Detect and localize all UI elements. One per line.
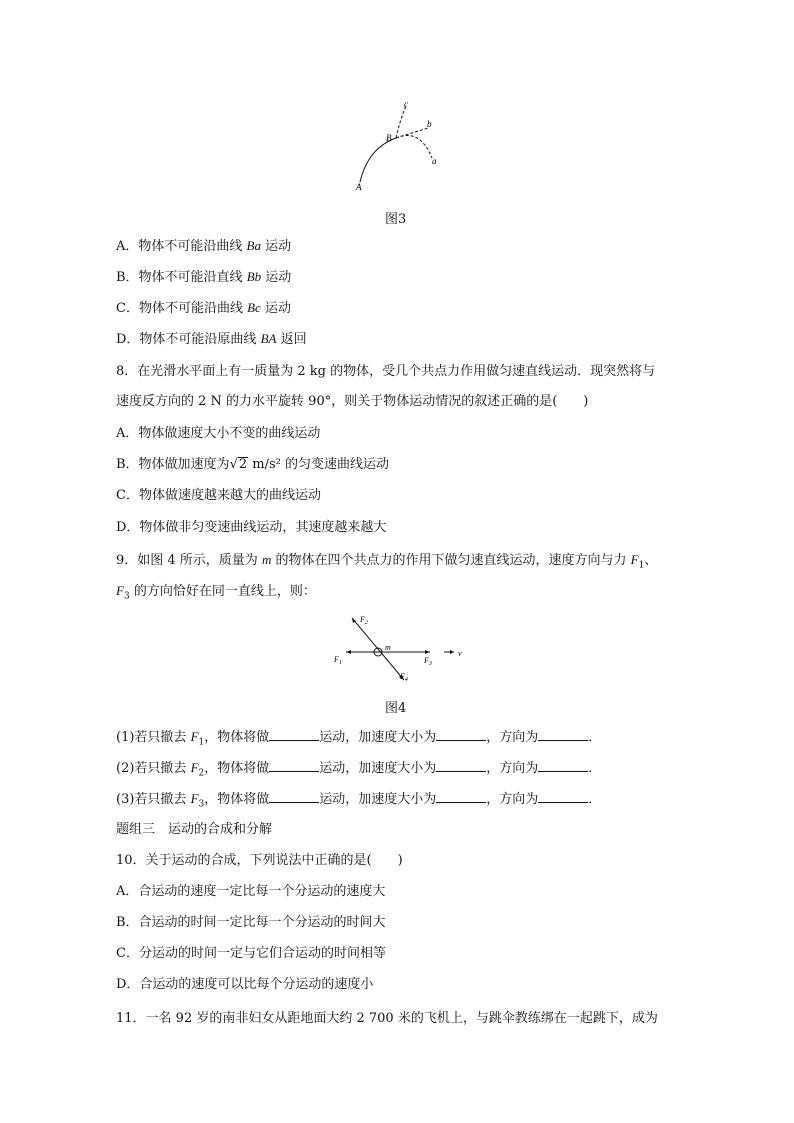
q8-stem-line1: 8．在光滑水平面上有一质量为 2 kg 的物体，受几个共点力作用做匀速直线运动．现突然将与 (116, 364, 656, 379)
label-F2: $F_2$ (360, 615, 368, 626)
answer-blank[interactable] (269, 789, 319, 803)
label-B: B (386, 133, 392, 143)
q7-option-b: B．物体不可能沿直线 Bb 运动 (116, 269, 292, 285)
arrow-F3 (425, 650, 430, 654)
figure-4-diagram (328, 612, 468, 684)
q9-stem-line2: $F_3$ 的方向恰好在同一直线上，则： (116, 583, 316, 602)
label-A: A (356, 182, 362, 192)
q10-option-c: C．分运动的时间一定与它们合运动的时间相等 (116, 946, 386, 961)
curve-Ba (396, 136, 432, 159)
label-v: v (458, 649, 462, 658)
label-a: a (432, 156, 437, 166)
figure-3-caption: 图3 (385, 212, 407, 227)
answer-blank[interactable] (269, 758, 319, 772)
q8-option-a: A．物体做速度大小不变的曲线运动 (116, 426, 321, 441)
q10-option-a: A．合运动的速度一定比每一个分运动的速度大 (116, 884, 386, 899)
q7-option-d: D．物体不可能沿原曲线 BA 返回 (116, 331, 307, 347)
q8-option-c: C．物体做速度越来越大的曲线运动 (116, 488, 321, 503)
velocity-arrowhead (450, 650, 454, 654)
label-b: b (427, 119, 432, 129)
answer-blank[interactable] (538, 758, 588, 772)
q9-part-3: (3)若只撤去 $F_3$，物体将做 运动，加速度大小为 ，方向为 ． (116, 791, 602, 810)
answer-blank[interactable] (269, 727, 319, 741)
q8-option-b: B．物体做加速度为√2 m/s² 的匀变速曲线运动 (116, 457, 389, 472)
q7-option-c: C．物体不可能沿曲线 Bc 运动 (116, 300, 291, 316)
figure-3-diagram (350, 98, 450, 192)
force-line-F2-F4 (352, 618, 404, 680)
answer-blank[interactable] (436, 758, 486, 772)
q8-stem-line2: 速度反方向的 2 N 的力水平旋转 90°，则关于物体运动情况的叙述正确的是( ) (116, 394, 589, 409)
curve-Bc (396, 106, 406, 138)
q10-option-b: B．合运动的时间一定比每一个分运动的时间大 (116, 915, 386, 930)
label-m: m (385, 643, 391, 652)
group-3-heading: 题组三 运动的合成和分解 (116, 822, 273, 837)
label-c: c (404, 99, 408, 109)
q8-option-d: D．物体做非匀变速曲线运动，其速度越来越大 (116, 520, 387, 535)
q10-stem: 10．关于运动的合成，下列说法中正确的是( ) (116, 853, 403, 868)
curve-AB (360, 138, 396, 182)
q9-part-1: (1)若只撤去 $F_1$，物体将做 运动，加速度大小为 ，方向为 ． (116, 729, 602, 748)
figure-4-caption: 图4 (385, 701, 407, 716)
answer-blank[interactable] (538, 727, 588, 741)
label-F3: $F_3$ (424, 656, 432, 667)
q10-option-d: D．合运动的速度可以比每个分运动的速度小 (116, 977, 374, 992)
q7-option-a: A．物体不可能沿曲线 Ba 运动 (116, 238, 292, 254)
arrow-F1 (346, 650, 351, 654)
q11-stem-line1: 11．一名 92 岁的南非妇女从距地面大约 2 700 米的飞机上，与跳伞教练绑在一起跳下，成为 (116, 1011, 658, 1026)
answer-blank[interactable] (538, 789, 588, 803)
label-F4: $F_4$ (400, 672, 408, 683)
q9-part-2: (2)若只撤去 $F_2$，物体将做 运动，加速度大小为 ，方向为 ． (116, 760, 602, 779)
label-F1: $F_1$ (334, 655, 342, 666)
answer-blank[interactable] (436, 727, 486, 741)
answer-blank[interactable] (436, 789, 486, 803)
q9-stem-line1: 9．如图 4 所示，质量为 m 的物体在四个共点力的作用下做匀速直线运动，速度方向与力 $F_1$、 (116, 552, 658, 571)
